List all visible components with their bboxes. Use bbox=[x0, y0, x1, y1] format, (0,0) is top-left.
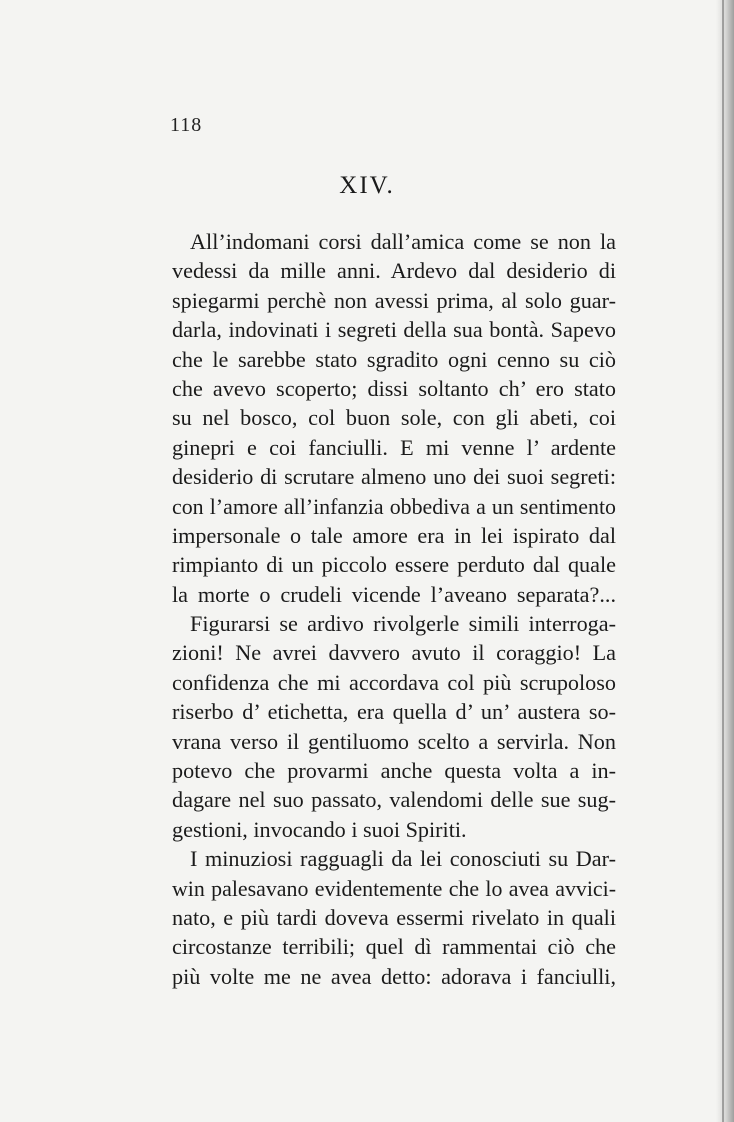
text-line: potevo che provarmi anche questa volta a in- bbox=[172, 758, 616, 784]
text-line: I minuziosi ragguagli da lei conosciuti su Dar- bbox=[190, 846, 616, 872]
text-line: gestioni, invocando i suoi Spiriti. bbox=[172, 816, 467, 842]
text-line: confidenza che mi accordava col più scrupoloso bbox=[172, 669, 616, 695]
text-line: spiegarmi perchè non avessi prima, al solo guar- bbox=[172, 287, 616, 313]
text-line: zioni! Ne avrei davvero avuto il coraggio! La bbox=[172, 640, 616, 666]
text-line: ginepri e coi fanciulli. E mi venne l’ ardente bbox=[172, 434, 616, 460]
page-edge-line bbox=[722, 0, 724, 1122]
chapter-heading: XIV. bbox=[339, 172, 395, 199]
text-line: riserbo d’ etichetta, era quella d’ un’ austera so- bbox=[172, 699, 616, 725]
text-line: dagare nel suo passato, valendomi delle sue sug- bbox=[172, 787, 616, 813]
text-line: circostanze terribili; quel dì rammentai ciò che bbox=[172, 934, 616, 960]
text-line: darla, indovinati i segreti della sua bontà. Sapevo bbox=[172, 317, 616, 343]
text-line: win palesavano evidentemente che lo avea avvici- bbox=[172, 875, 616, 901]
text-line: più volte me ne avea detto: adorava i fanciulli, bbox=[172, 963, 616, 989]
page-edge-shadow bbox=[716, 0, 734, 1122]
text-line: la morte o crudeli vicende l’aveano separata?... bbox=[172, 581, 616, 607]
text-line: All’indomani corsi dall’amica come se non la bbox=[190, 229, 616, 254]
text-line: nato, e più tardi doveva essermi rivelato in quali bbox=[172, 904, 616, 930]
text-line: vrana verso il gentiluomo scelto a servirla. Non bbox=[172, 728, 616, 754]
body-text bbox=[172, 227, 616, 991]
text-line: su nel bosco, col buon sole, con gli abeti, coi bbox=[172, 405, 616, 431]
text-line: che avevo scoperto; dissi soltanto ch’ ero stato bbox=[172, 375, 616, 401]
page-number: 118 bbox=[170, 114, 203, 136]
text-line: vedessi da mille anni. Ardevo dal desiderio di bbox=[172, 258, 616, 284]
text-line: che le sarebbe stato sgradito ogni cenno su ciò bbox=[172, 346, 616, 372]
text-line: Figurarsi se ardivo rivolgerle simili interroga- bbox=[190, 611, 616, 637]
text-line: rimpianto di un piccolo essere perduto dal quale bbox=[172, 552, 616, 578]
text-line: impersonale o tale amore era in lei ispirato dal bbox=[172, 522, 616, 548]
text-line: con l’amore all’infanzia obbediva a un sentimento bbox=[172, 493, 616, 519]
text-line: desiderio di scrutare almeno uno dei suoi segreti: bbox=[172, 464, 616, 490]
